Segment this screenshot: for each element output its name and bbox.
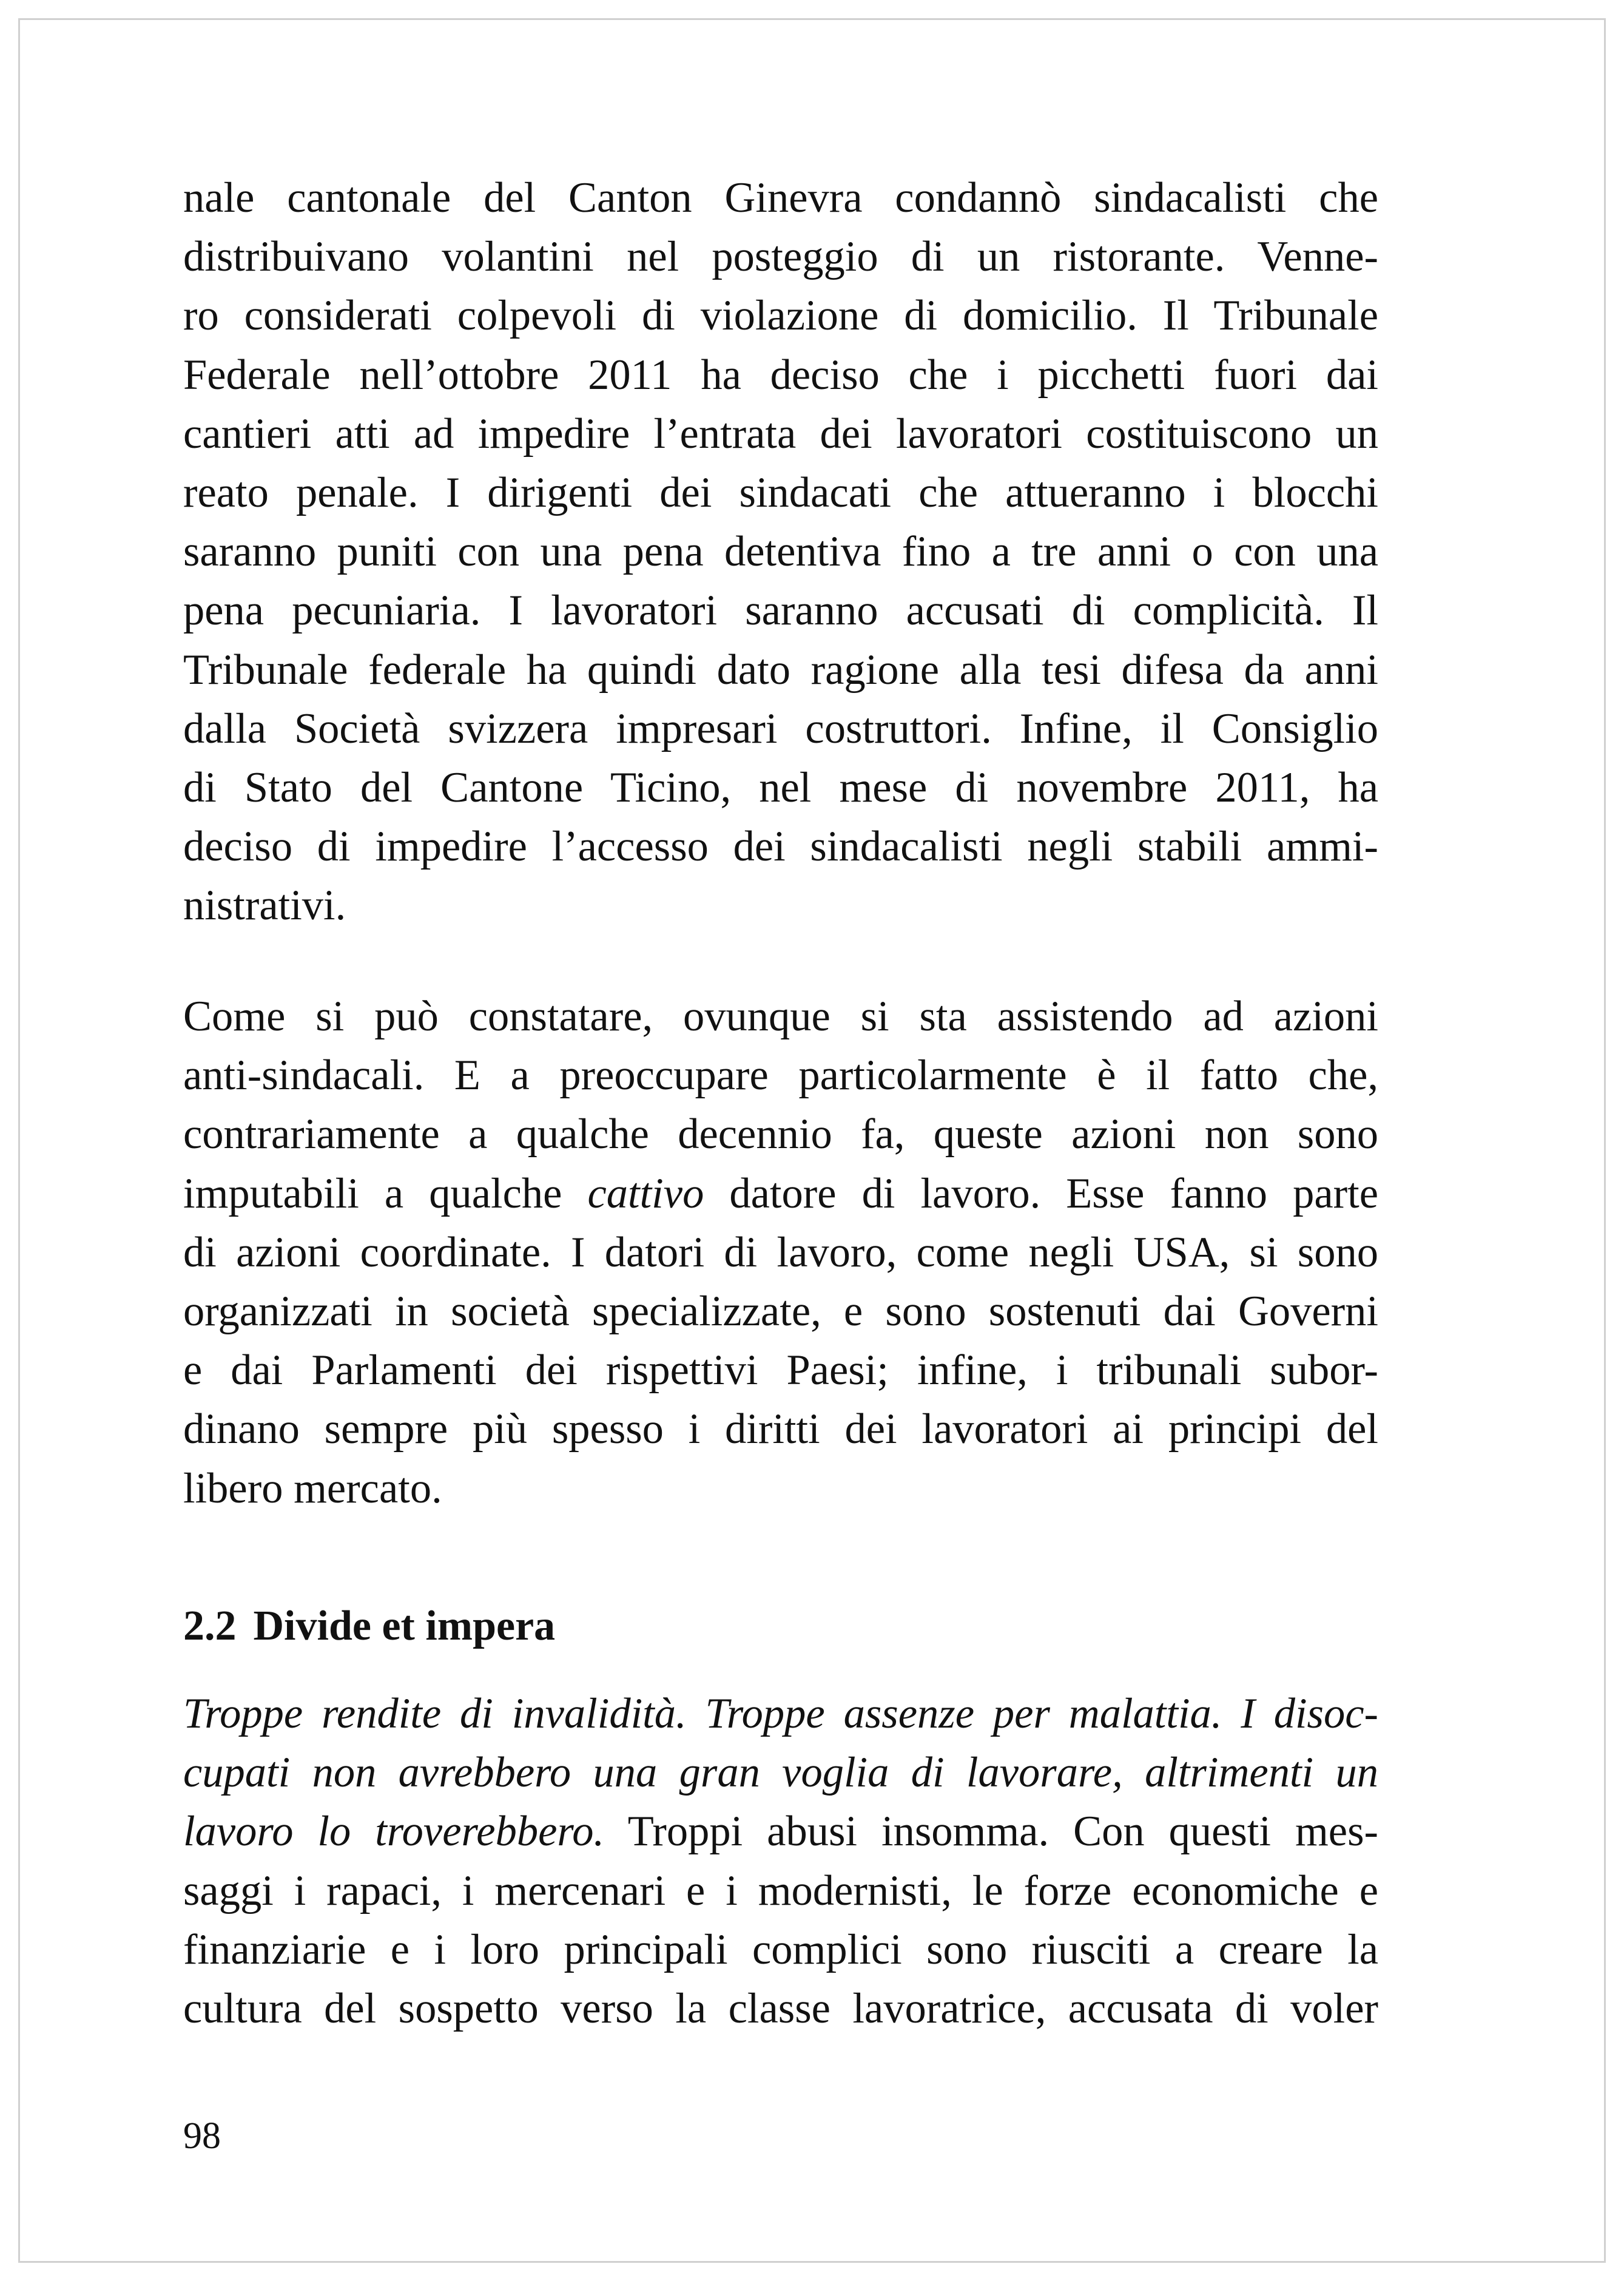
text-line xyxy=(183,1164,1378,1223)
emphasis: lavoro lo troverebbero. xyxy=(183,1808,605,1856)
page-number: 98 xyxy=(183,2115,221,2157)
text-line: Come si può constatare, ovunque si sta assistendo ad azioni xyxy=(183,993,1378,1040)
text-line: pena pecuniaria. I lavoratori saranno accusati di complicità. Il xyxy=(183,587,1378,635)
text-line xyxy=(183,1802,1378,1861)
text-line: cantieri atti ad impedire l’entrata dei lavoratori costituiscono un xyxy=(183,410,1378,458)
section-title: Divide et impera xyxy=(253,1603,556,1649)
text-line: finanziarie e i loro principali complici sono riusciti a creare la xyxy=(183,1925,1378,1973)
paragraph-3 xyxy=(183,1685,1378,2038)
text-line: Troppe rendite di invalidità. Troppe assenze per malattia. I disoc- xyxy=(183,1690,1378,1737)
text-run: imputabili a qualche xyxy=(183,1169,588,1217)
text-line: Federale nell’ottobre 2011 ha deciso che i picchetti fuori dai xyxy=(183,351,1378,399)
section-heading xyxy=(183,1602,555,1651)
text-line: dalla Società svizzera impresari costruttori. Infine, il Consiglio xyxy=(183,705,1378,752)
text-line: libero mercato. xyxy=(183,1464,442,1512)
text-line: di azioni coordinate. I datori di lavoro, come negli USA, si sono xyxy=(183,1228,1378,1276)
section-number: 2.2 xyxy=(183,1603,237,1649)
text-line: ro considerati colpevoli di violazione di domicilio. Il Tribunale xyxy=(183,292,1378,340)
paragraph-1 xyxy=(183,169,1378,935)
text-line: contrariamente a qualche decennio fa, queste azioni non sono xyxy=(183,1110,1378,1158)
emphasis: cattivo xyxy=(587,1169,704,1217)
text-line: e dai Parlamenti dei rispettivi Paesi; infine, i tribunali subor- xyxy=(183,1347,1378,1394)
text-line: nale cantonale del Canton Ginevra condannò sindacalisti che xyxy=(183,174,1378,221)
text-run: Troppi abusi insomma. Con questi mes- xyxy=(604,1808,1378,1856)
text-line: cultura del sospetto verso la classe lavoratrice, accusata di voler xyxy=(183,1984,1378,2032)
text-line: dinano sempre più spesso i diritti dei lavoratori ai principi del xyxy=(183,1405,1378,1453)
text-line: di Stato del Cantone Ticino, nel mese di novembre 2011, ha xyxy=(183,763,1378,811)
text-line: deciso di impedire l’accesso dei sindacalisti negli stabili ammi- xyxy=(183,823,1378,871)
text-line: distribuivano volantini nel posteggio di un ristorante. Venne- xyxy=(183,233,1378,281)
text-line: saggi i rapaci, i mercenari e i modernisti, le forze economiche e xyxy=(183,1867,1378,1914)
text-line: saranno puniti con una pena detentiva fino a tre anni o con una xyxy=(183,528,1378,576)
text-line: reato penale. I dirigenti dei sindacati che attueranno i blocchi xyxy=(183,468,1378,516)
text-line: nistrativi. xyxy=(183,882,346,930)
text-line: Tribunale federale ha quindi dato ragione alla tesi difesa da anni xyxy=(183,646,1378,694)
text-line: organizzati in società specializzate, e sono sostenuti dai Governi xyxy=(183,1287,1378,1335)
text-line: cupati non avrebbero una gran voglia di lavorare, altrimenti un xyxy=(183,1749,1378,1797)
text-line: anti-sindacali. E a preoccupare particolarmente è il fatto che, xyxy=(183,1052,1378,1100)
text-run: datore di lavoro. Esse fanno parte xyxy=(704,1169,1378,1217)
paragraph-2 xyxy=(183,987,1378,1518)
